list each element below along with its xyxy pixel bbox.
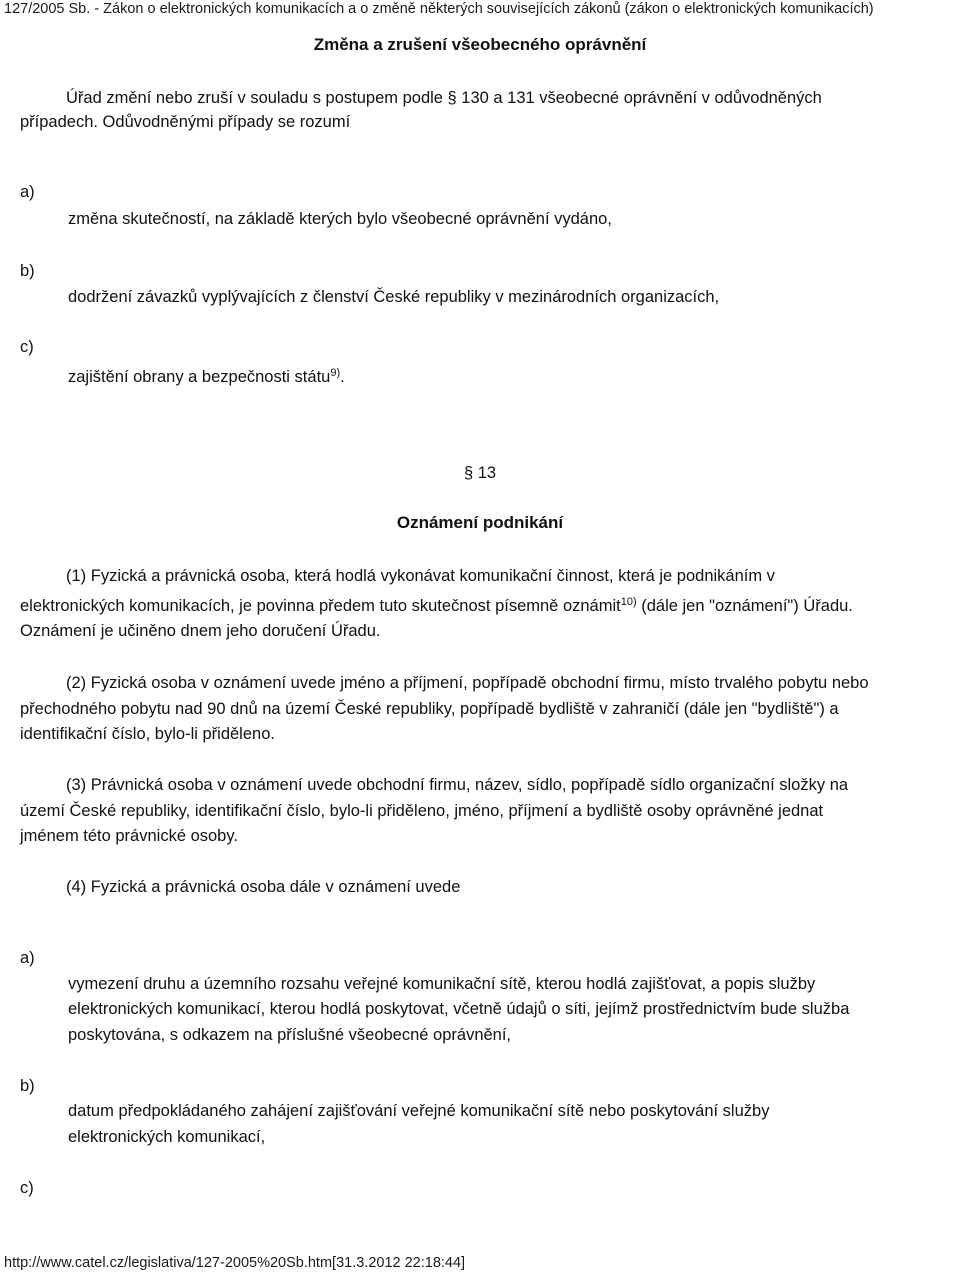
paragraph-1-line-3: Oznámení je učiněno dnem jeho doručení Úřadu. [20, 622, 381, 640]
list-item-text: zajištění obrany a bezpečnosti státu [68, 368, 331, 386]
list-marker: a) [20, 183, 35, 201]
paragraph-3-line-2: území České republiky, identifikační číslo, bylo-li přiděleno, jméno, příjmení a bydliště osoby oprávněné jednat [20, 802, 824, 820]
section-title: Oznámení podnikání [396, 513, 564, 532]
list-marker: c) [20, 338, 34, 356]
section-number: § 13 [463, 464, 497, 482]
footnote-ref: 9) [330, 367, 341, 379]
list-item [68, 365, 948, 391]
paragraph-4: (4) Fyzická a právnická osoba dále v oznámení uvede [66, 878, 461, 896]
list-item-line-1: vymezení druhu a územního rozsahu veřejné komunikační sítě, kterou hodlá zajišťovat, a popis služby [68, 975, 816, 993]
paragraph-2-line-2: přechodného pobytu nad 90 dnů na území České republiky, popřípadě bydliště v zahraničí (dále jen "bydliště") a [20, 700, 839, 718]
paragraph-3-line-1: (3) Právnická osoba v oznámení uvede obchodní firmu, název, sídlo, popřípadě sídlo organizační složky na [66, 776, 849, 794]
list-item-line-3: poskytována, s odkazem na příslušné všeobecné oprávnění, [68, 1026, 512, 1044]
paragraph-1-text-tail: (dále jen "oznámení") Úřadu. [636, 597, 853, 615]
intro-line-2: případech. Odůvodněnými případy se rozumí [20, 113, 351, 131]
page-footer-url: http://www.catel.cz/legislativa/127-2005%20Sb.htm[31.3.2012 22:18:44] [4, 1255, 466, 1271]
list-marker: a) [20, 949, 35, 967]
list-item-line-1: datum předpokládaného zahájení zajišťování veřejné komunikační sítě nebo poskytování služby [68, 1102, 770, 1120]
list-marker: c) [20, 1179, 34, 1197]
paragraph-1-line-2 [20, 594, 853, 618]
paragraph-2-line-1: (2) Fyzická osoba v oznámení uvede jméno a příjmení, popřípadě obchodní firmu, místo trvalého pobytu nebo [66, 674, 869, 692]
intro-line-1: Úřad změní nebo zruší v souladu s postupem podle § 130 a 131 všeobecné oprávnění v odůvodněných [66, 89, 822, 107]
section-title: Změna a zrušení všeobecného oprávnění [313, 35, 647, 54]
paragraph-1-text: elektronických komunikacích, je povinna předem tuto skutečnost písemně oznámit [20, 597, 621, 615]
list-item-line-2: elektronických komunikací, [68, 1128, 266, 1146]
list-item-tail: . [340, 368, 345, 386]
page-header: 127/2005 Sb. - Zákon o elektronických komunikacích a o změně některých souvisejících zákonů (zákon o elektronických komunikacích) [4, 1, 874, 17]
list-item: změna skutečností, na základě kterých bylo všeobecné oprávnění vydáno, [68, 210, 612, 228]
list-item: dodržení závazků vyplývajících z členství České republiky v mezinárodních organizacích, [68, 288, 720, 306]
footnote-ref: 10) [620, 596, 637, 608]
list-marker: b) [20, 262, 35, 280]
list-item-line-2: elektronických komunikací, kterou hodlá poskytovat, včetně údajů o síti, jejímž prostřednictvím bude služba [68, 1000, 850, 1018]
paragraph-2-line-3: identifikační číslo, bylo-li přiděleno. [20, 725, 275, 743]
paragraph-1-line-1: (1) Fyzická a právnická osoba, která hodlá vykonávat komunikační činnost, která je podnikáním v [66, 567, 775, 585]
list-marker: b) [20, 1077, 35, 1095]
paragraph-3-line-3: jménem této právnické osoby. [20, 827, 238, 845]
